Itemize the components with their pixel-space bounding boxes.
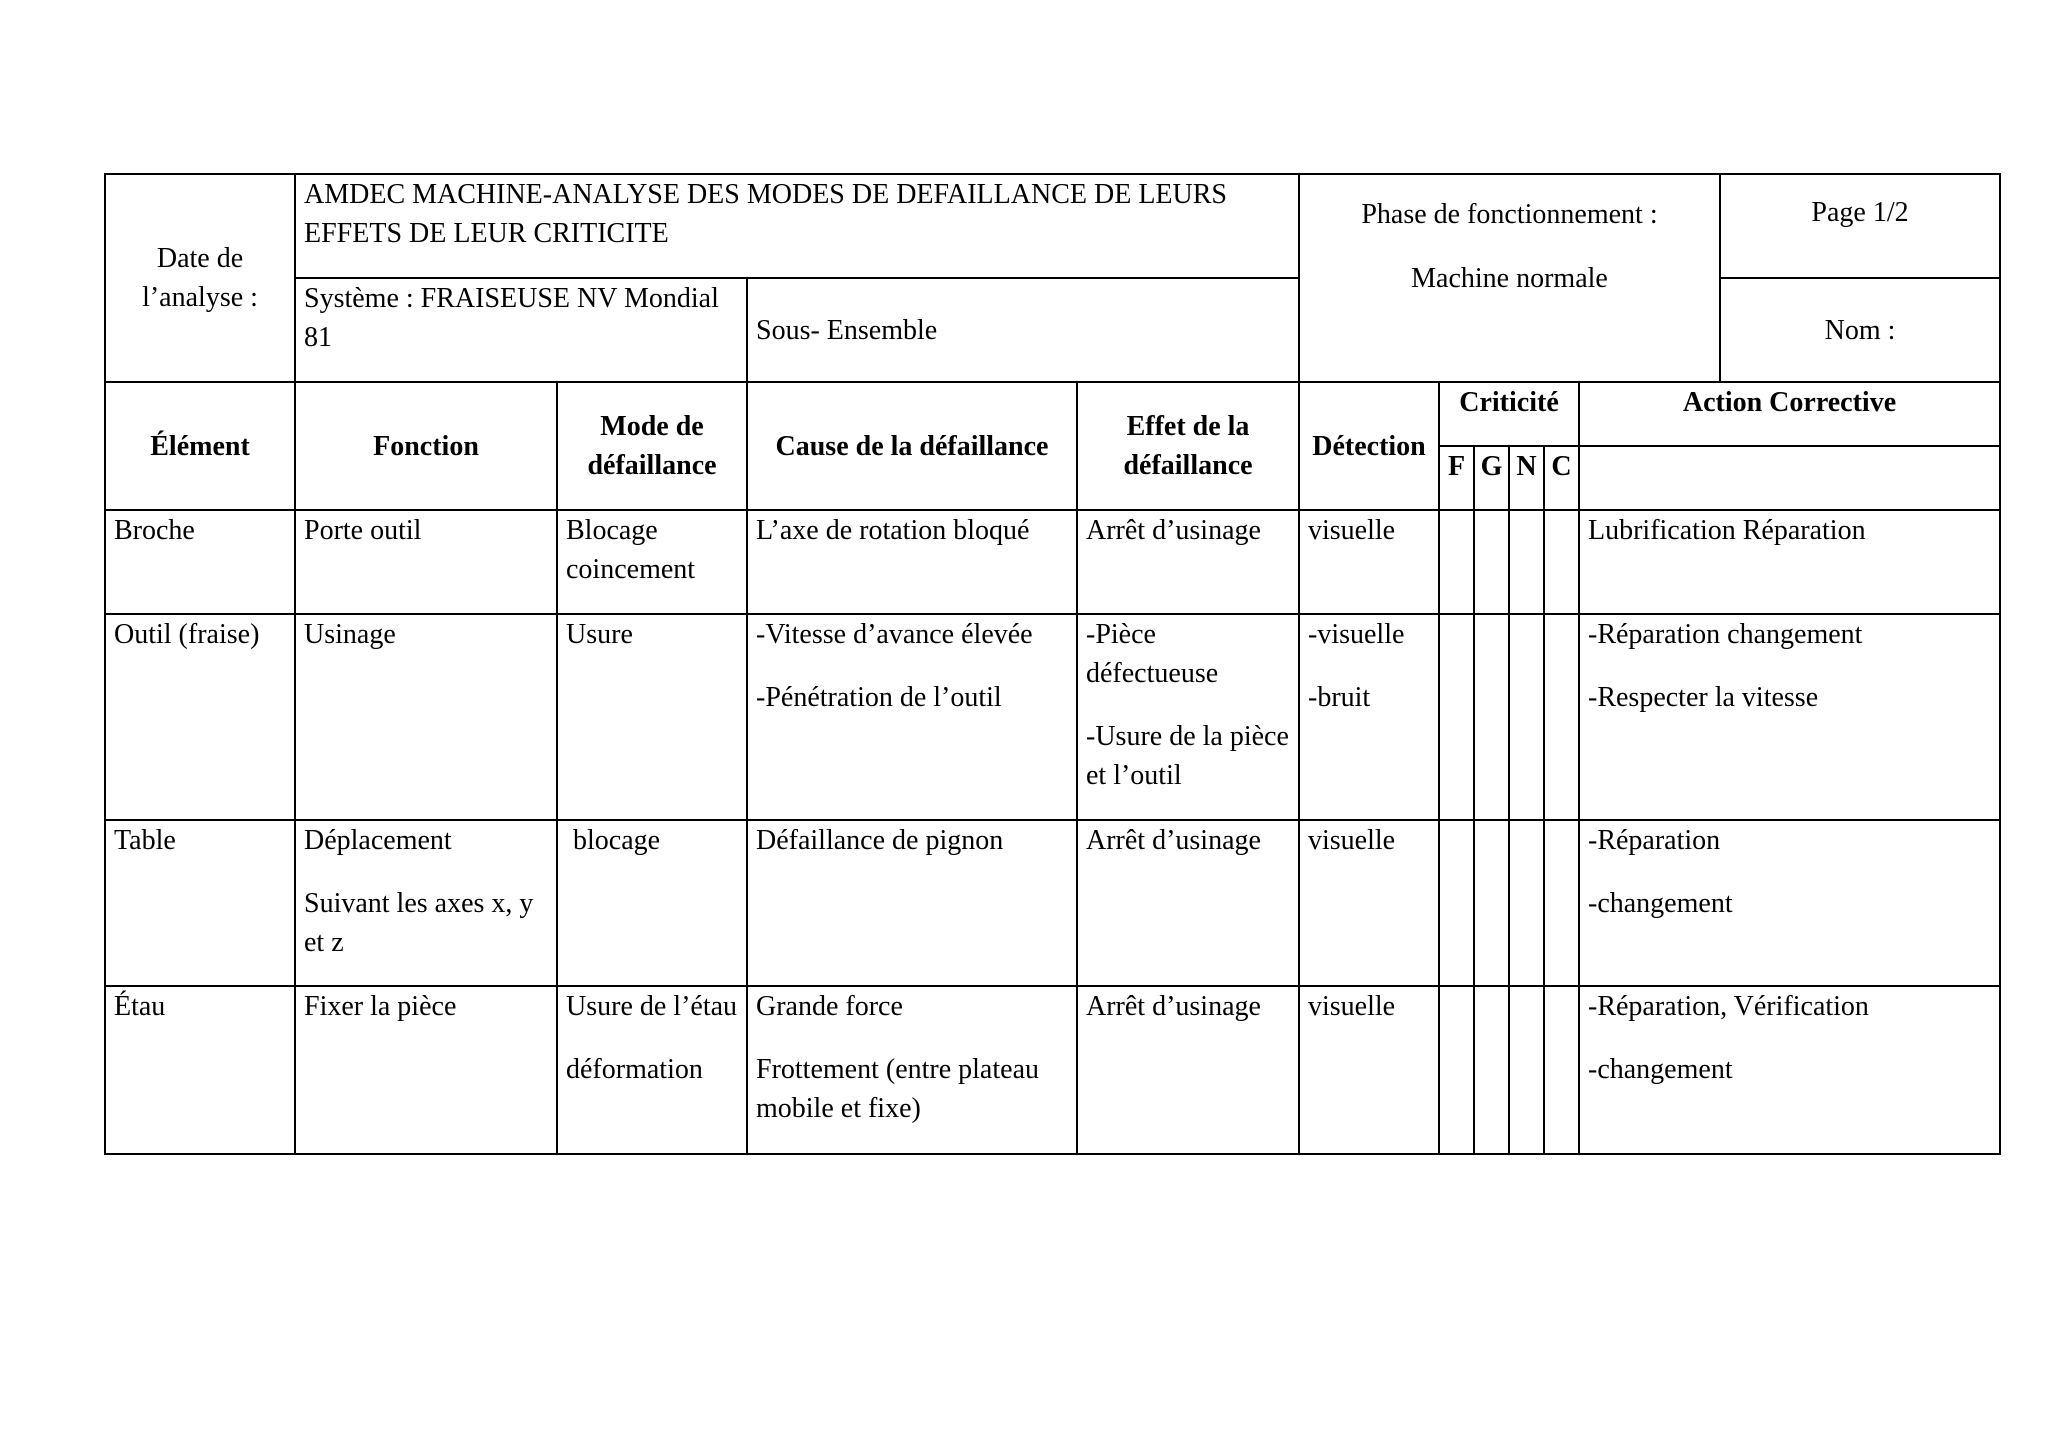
cell-g — [1474, 510, 1509, 614]
cell-n — [1509, 820, 1544, 986]
cell-effet: Arrêt d’usinage — [1077, 510, 1299, 614]
phase-cell — [1299, 174, 1720, 382]
subsystem-label: Sous- Ensemble — [756, 314, 938, 346]
col-detection — [1299, 382, 1439, 510]
col-fonction — [295, 382, 557, 510]
cell-n — [1509, 510, 1544, 614]
cell-fonction: Usinage — [295, 614, 557, 820]
nom-label: Nom : — [1824, 314, 1896, 346]
cell-element: Broche — [105, 510, 295, 614]
cell-element: Étau — [105, 986, 295, 1154]
cell-detection: visuelle — [1299, 820, 1439, 986]
cell-action: -Réparation changement -Respecter la vitesse — [1579, 614, 2000, 820]
cell-detection: visuelle — [1299, 986, 1439, 1154]
cell-mode: Usure de l’étau déformation — [557, 986, 747, 1154]
cell-c — [1544, 614, 1579, 820]
cell-detection: -visuelle -bruit — [1299, 614, 1439, 820]
cell-c — [1544, 510, 1579, 614]
title-cell — [295, 174, 1299, 278]
header-row-1 — [105, 174, 2000, 278]
col-fonction-label: Fonction — [373, 430, 479, 462]
cell-fonction: Fixer la pièce — [295, 986, 557, 1154]
system-name: Système : FRAISEUSE NV Mondial 81 — [304, 283, 719, 353]
action-subheader-empty — [1579, 446, 2000, 510]
col-mode-label: Mode de défaillance — [587, 411, 717, 481]
cell-f — [1439, 510, 1474, 614]
col-c-label: C — [1551, 451, 1572, 482]
subsystem-cell — [747, 278, 1299, 382]
amdec-table — [104, 173, 2001, 1155]
date-label: Date de l’analyse : — [142, 243, 258, 313]
cell-effet: Arrêt d’usinage — [1077, 986, 1299, 1154]
cell-mode: Usure — [557, 614, 747, 820]
cell-element: Outil (fraise) — [105, 614, 295, 820]
system-cell — [295, 278, 747, 382]
cell-element: Table — [105, 820, 295, 986]
cell-cause: Grande force Frottement (entre plateau mobile et fixe) — [747, 986, 1077, 1154]
col-criticite — [1439, 382, 1579, 446]
cell-fonction: Déplacement Suivant les axes x, y et z — [295, 820, 557, 986]
cell-mode: Blocage coincement — [557, 510, 747, 614]
cell-f — [1439, 820, 1474, 986]
col-n-label: N — [1516, 451, 1537, 482]
page-number: Page 1/2 — [1811, 197, 1909, 228]
col-detection-label: Détection — [1312, 430, 1426, 462]
col-element-label: Élément — [150, 430, 250, 462]
cell-cause: Défaillance de pignon — [747, 820, 1077, 986]
cell-cause: L’axe de rotation bloqué — [747, 510, 1077, 614]
nom-cell — [1720, 278, 2000, 382]
cell-action: -Réparation -changement — [1579, 820, 2000, 986]
col-action — [1579, 382, 2000, 446]
document-title: AMDEC MACHINE-ANALYSE DES MODES DE DEFAILLANCE DE LEURS EFFETS DE LEUR CRITICITE — [304, 179, 1227, 249]
cell-detection: visuelle — [1299, 510, 1439, 614]
col-effet-label: Effet de la défaillance — [1123, 411, 1253, 481]
cell-fonction: Porte outil — [295, 510, 557, 614]
col-f — [1439, 446, 1474, 510]
col-criticite-label: Criticité — [1459, 387, 1559, 418]
col-effet — [1077, 382, 1299, 510]
col-c — [1544, 446, 1579, 510]
table-row — [105, 986, 2000, 1154]
cell-c — [1544, 986, 1579, 1154]
col-cause — [747, 382, 1077, 510]
cell-effet: Arrêt d’usinage — [1077, 820, 1299, 986]
cell-g — [1474, 986, 1509, 1154]
col-g-label: G — [1480, 451, 1503, 482]
col-action-label: Action Corrective — [1682, 387, 1897, 418]
cell-g — [1474, 614, 1509, 820]
cell-c — [1544, 820, 1579, 986]
table-row — [105, 510, 2000, 614]
phase-label: Phase de fonctionnement : — [1361, 199, 1658, 230]
cell-g — [1474, 820, 1509, 986]
col-f-label: F — [1447, 451, 1466, 482]
table-row — [105, 820, 2000, 986]
table-row — [105, 614, 2000, 820]
cell-action: -Réparation, Vérification -changement — [1579, 986, 2000, 1154]
cell-action: Lubrification Réparation — [1579, 510, 2000, 614]
column-header-row — [105, 382, 2000, 446]
cell-cause: -Vitesse d’avance élevée -Pénétration de l’outil — [747, 614, 1077, 820]
page-cell — [1720, 174, 2000, 278]
date-label-cell — [105, 174, 295, 382]
cell-f — [1439, 986, 1474, 1154]
cell-effet: -Pièce défectueuse -Usure de la pièce et l’outil — [1077, 614, 1299, 820]
col-mode — [557, 382, 747, 510]
cell-f — [1439, 614, 1474, 820]
col-element — [105, 382, 295, 510]
col-g — [1474, 446, 1509, 510]
cell-n — [1509, 986, 1544, 1154]
phase-value: Machine normale — [1411, 263, 1608, 294]
col-cause-label: Cause de la défaillance — [775, 430, 1049, 462]
cell-mode: blocage — [557, 820, 747, 986]
cell-n — [1509, 614, 1544, 820]
col-n — [1509, 446, 1544, 510]
